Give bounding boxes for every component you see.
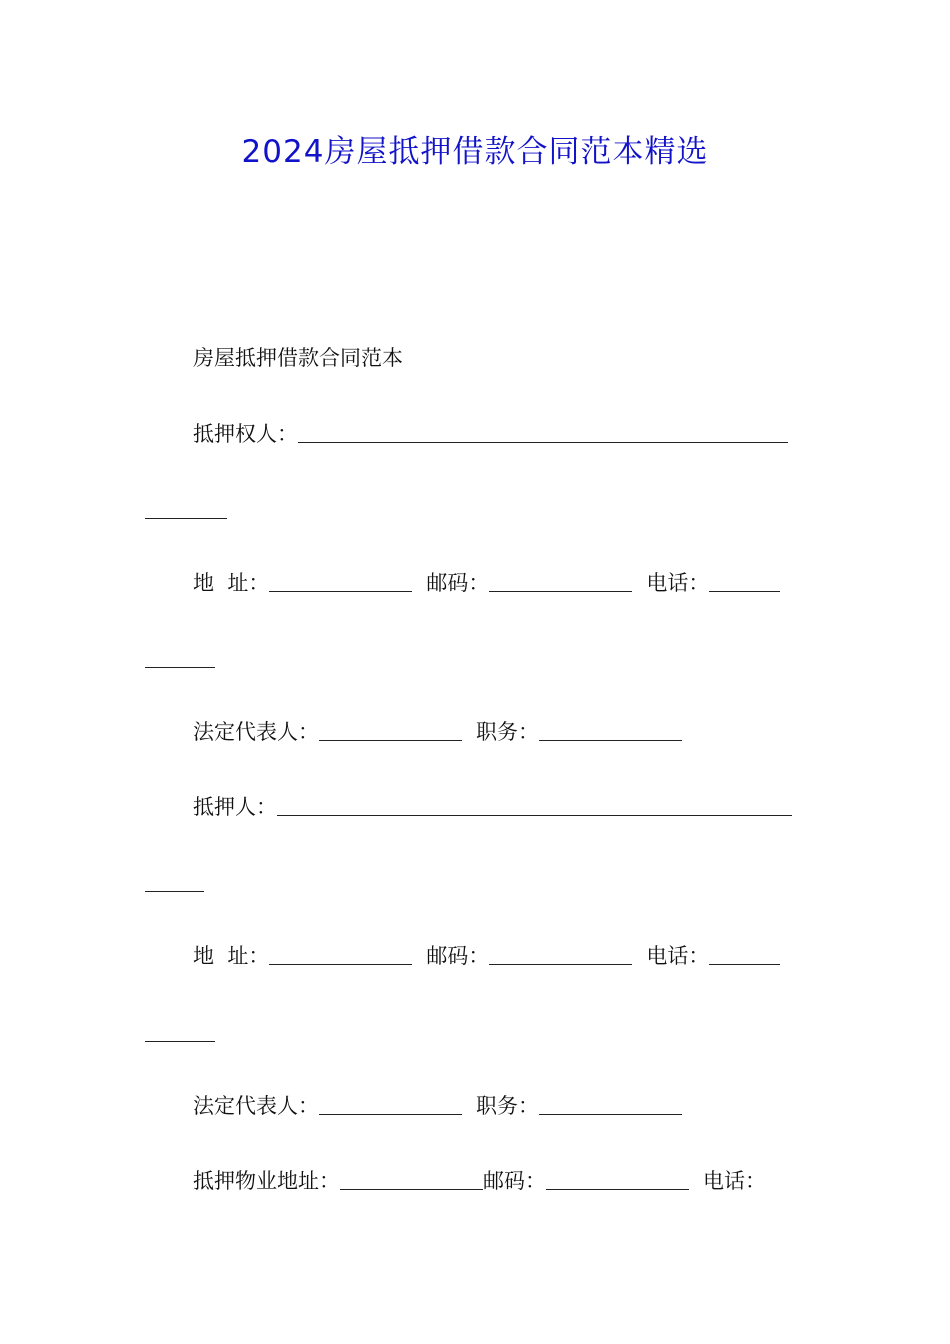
mortgagee-postcode-blank[interactable]	[489, 571, 632, 592]
mortgagor-rep-blank[interactable]	[319, 1094, 462, 1115]
property-postcode-blank[interactable]	[546, 1169, 689, 1190]
mortgagee-blank[interactable]	[298, 422, 788, 443]
mortgagee-address-label: 地 址：	[193, 571, 270, 595]
mortgagor-blank-continuation[interactable]	[145, 891, 204, 892]
mortgagee-address-blank[interactable]	[269, 571, 412, 592]
property-phone-label: 电话：	[703, 1169, 766, 1193]
mortgagor-rep-line	[193, 1091, 682, 1121]
mortgagor-address-label: 地 址：	[193, 944, 270, 968]
mortgagee-rep-label: 法定代表人：	[193, 720, 319, 744]
mortgagor-postcode-blank[interactable]	[489, 944, 632, 965]
mortgagor-phone-blank-continuation[interactable]	[145, 1041, 215, 1042]
property-address-line	[193, 1166, 766, 1196]
mortgagee-blank-continuation[interactable]	[145, 518, 227, 519]
property-address-label: 抵押物业地址：	[193, 1169, 340, 1193]
document-title: 2024房屋抵押借款合同范本精选	[241, 134, 709, 170]
mortgagor-address-line	[193, 941, 780, 971]
mortgagee-rep-line	[193, 717, 682, 747]
mortgagor-position-label: 职务：	[476, 1094, 539, 1118]
property-postcode-label: 邮码：	[483, 1169, 546, 1193]
mortgagor-address-blank[interactable]	[269, 944, 412, 965]
mortgagee-postcode-label: 邮码：	[426, 571, 490, 595]
mortgagee-line	[193, 419, 788, 449]
mortgagee-position-blank[interactable]	[539, 720, 682, 741]
mortgagor-line	[193, 792, 792, 822]
mortgagor-phone-blank[interactable]	[709, 944, 780, 965]
property-address-blank[interactable]	[340, 1169, 483, 1190]
mortgagor-phone-label: 电话：	[646, 944, 710, 968]
contract-subtitle: 房屋抵押借款合同范本	[193, 346, 403, 370]
mortgagee-phone-label: 电话：	[646, 571, 710, 595]
mortgagor-label: 抵押人：	[193, 795, 277, 819]
mortgagee-phone-blank-continuation[interactable]	[145, 667, 215, 668]
mortgagor-position-blank[interactable]	[539, 1094, 682, 1115]
mortgagee-address-line	[193, 568, 780, 598]
mortgagee-rep-blank[interactable]	[319, 720, 462, 741]
mortgagor-postcode-label: 邮码：	[426, 944, 490, 968]
mortgagor-blank[interactable]	[277, 795, 792, 816]
mortgagee-label: 抵押权人：	[193, 422, 298, 446]
mortgagee-position-label: 职务：	[476, 720, 539, 744]
mortgagee-phone-blank[interactable]	[709, 571, 780, 592]
mortgagor-rep-label: 法定代表人：	[193, 1094, 319, 1118]
